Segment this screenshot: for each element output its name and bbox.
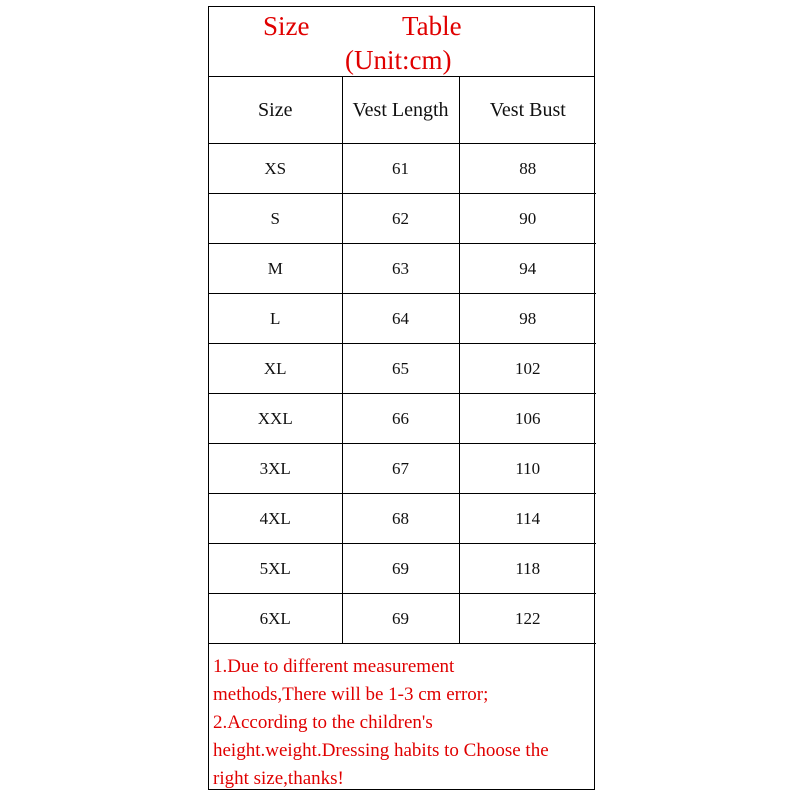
title-unit: (Unit:cm) (345, 45, 452, 75)
header-vest-bust: Vest Bust (459, 77, 596, 144)
cell-vest-bust: 98 (459, 294, 596, 344)
cell-vest-length: 69 (342, 594, 459, 644)
table-row (209, 244, 596, 294)
table-header-row (209, 77, 596, 144)
cell-vest-bust: 110 (459, 444, 596, 494)
cell-size: L (209, 294, 342, 344)
title-block (209, 7, 594, 77)
notes-block (213, 653, 593, 793)
cell-vest-bust: 88 (459, 144, 596, 194)
note-line: right size,thanks! (213, 768, 344, 789)
cell-vest-length: 61 (342, 144, 459, 194)
table-row (209, 294, 596, 344)
table-row (209, 144, 596, 194)
cell-vest-length: 64 (342, 294, 459, 344)
table-row (209, 544, 596, 594)
cell-size: M (209, 244, 342, 294)
cell-vest-bust: 118 (459, 544, 596, 594)
note-line: height.weight.Dressing habits to Choose the (213, 740, 549, 761)
cell-vest-bust: 90 (459, 194, 596, 244)
note-line: 2.According to the children's (213, 712, 433, 733)
table-row (209, 444, 596, 494)
note-line: 1.Due to different measurement (213, 656, 455, 677)
title-table-word: Table (402, 11, 462, 41)
cell-size: XS (209, 144, 342, 194)
cell-vest-length: 68 (342, 494, 459, 544)
size-table (209, 77, 596, 644)
table-row (209, 394, 596, 444)
cell-vest-length: 69 (342, 544, 459, 594)
table-row (209, 494, 596, 544)
cell-size: 4XL (209, 494, 342, 544)
cell-size: 6XL (209, 594, 342, 644)
cell-vest-length: 66 (342, 394, 459, 444)
cell-vest-bust: 94 (459, 244, 596, 294)
title-size-word: Size (263, 11, 310, 41)
header-size: Size (209, 77, 342, 144)
cell-size: S (209, 194, 342, 244)
cell-vest-length: 67 (342, 444, 459, 494)
cell-vest-bust: 114 (459, 494, 596, 544)
header-vest-length: Vest Length (342, 77, 459, 144)
cell-vest-bust: 102 (459, 344, 596, 394)
cell-vest-bust: 122 (459, 594, 596, 644)
cell-size: 5XL (209, 544, 342, 594)
note-line: methods,There will be 1-3 cm error; (213, 684, 489, 705)
cell-vest-length: 62 (342, 194, 459, 244)
cell-size: 3XL (209, 444, 342, 494)
cell-vest-bust: 106 (459, 394, 596, 444)
cell-size: XXL (209, 394, 342, 444)
cell-vest-length: 63 (342, 244, 459, 294)
table-row (209, 594, 596, 644)
cell-size: XL (209, 344, 342, 394)
cell-vest-length: 65 (342, 344, 459, 394)
table-row (209, 344, 596, 394)
size-chart-sheet (208, 6, 595, 790)
table-row (209, 194, 596, 244)
